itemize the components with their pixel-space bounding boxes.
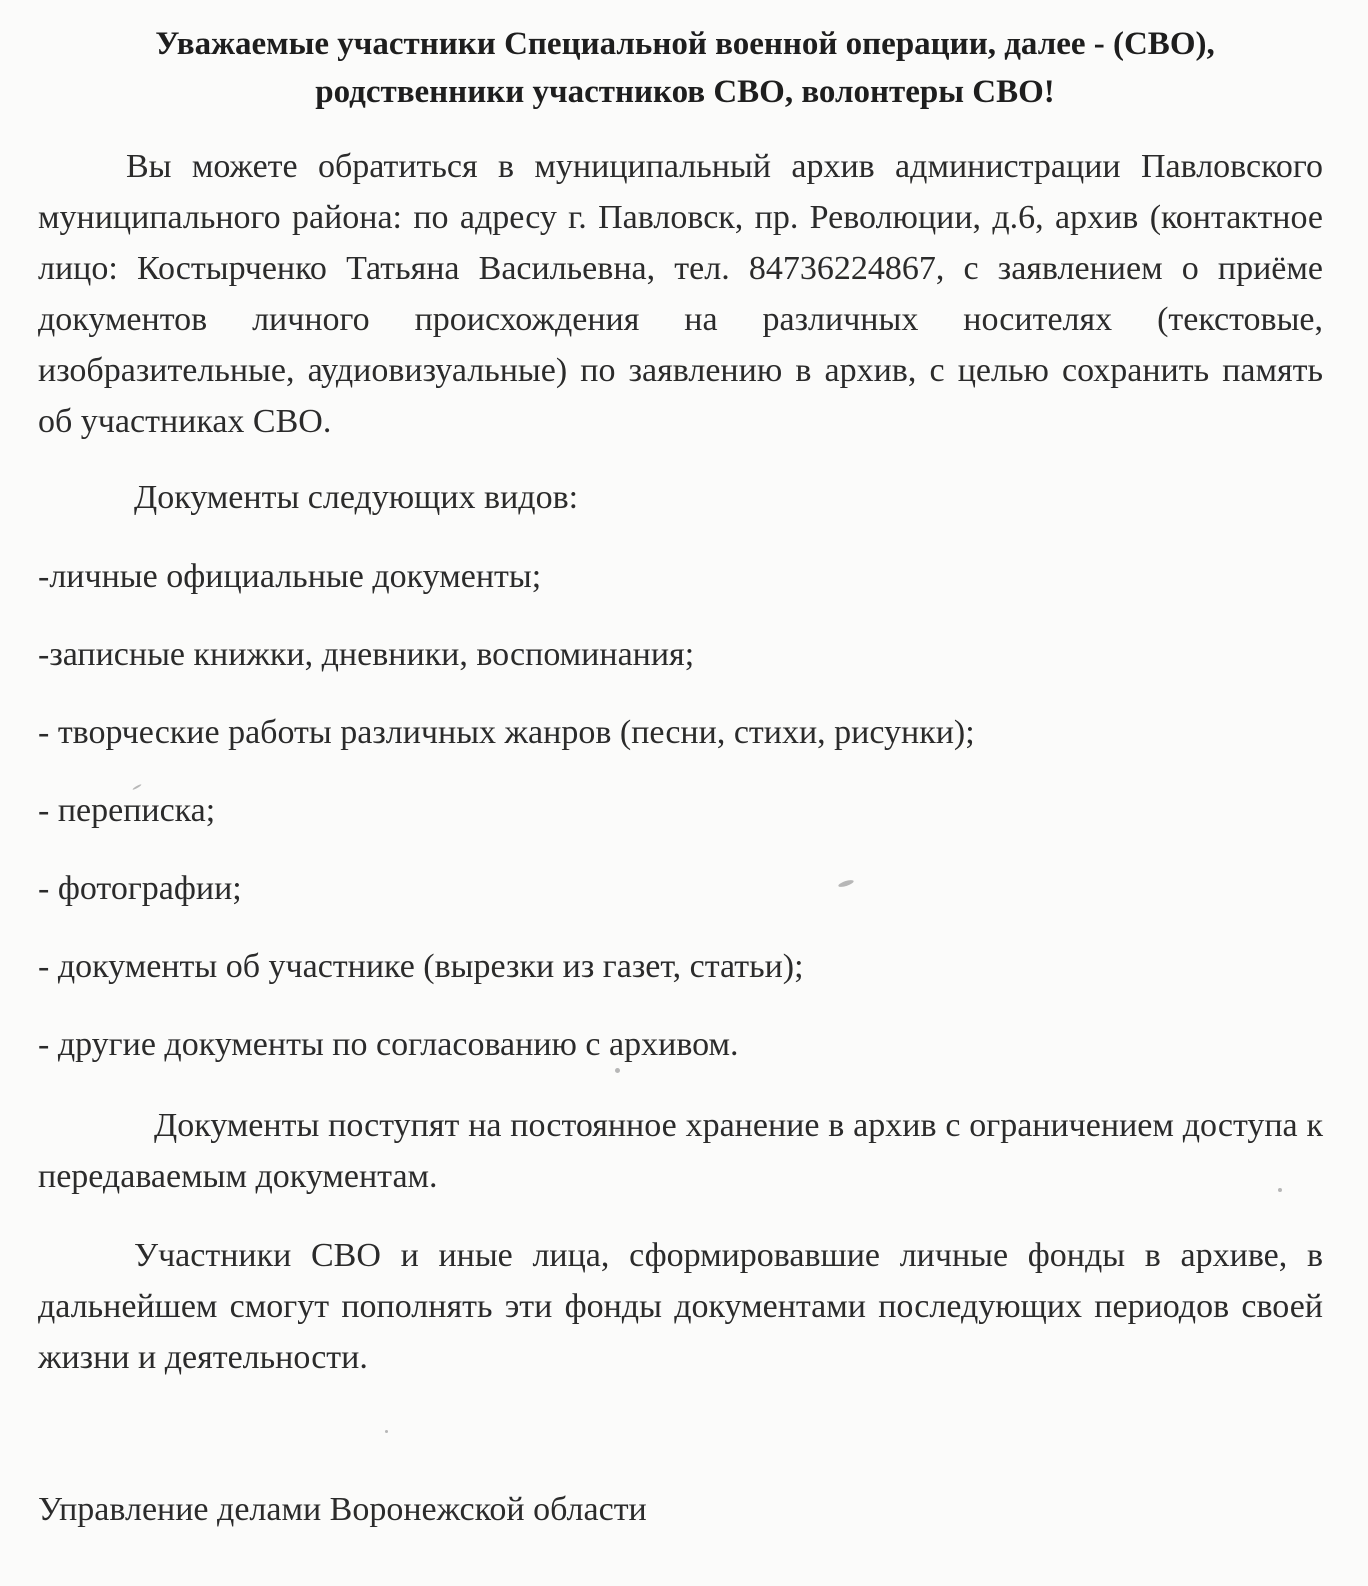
document-types-list: [38, 551, 1323, 1097]
list-item: - переписка;: [38, 792, 216, 829]
scan-speck: [385, 1430, 388, 1433]
heading-line-2: родственники участников СВО, волонтеры СВО!: [315, 74, 1055, 110]
scan-speck: [1278, 1188, 1282, 1192]
scan-speck: [615, 1068, 620, 1073]
paragraph-storage: Документы поступят на постоянное хранение в архив с ограничением доступа к передаваемым документам.: [38, 1107, 1323, 1195]
list-item: - творческие работы различных жанров (песни, стихи, рисунки);: [38, 714, 975, 751]
list-item: - фотографии;: [38, 870, 242, 907]
heading-line-1: Уважаемые участники Специальной военной операции, далее - (СВО),: [155, 26, 1215, 62]
paragraph-personal-funds: Участники СВО и иные лица, сформировавшие личные фонды в архиве, в дальнейшем смогут пополнять эти фонды документами последующих периодов своей жизни и деятельности.: [38, 1237, 1323, 1376]
paragraph-document-types-intro: Документы следующих видов:: [134, 479, 579, 516]
signature-organization: Управление делами Воронежской области: [38, 1491, 647, 1528]
paragraph-contact-info: Вы можете обратиться в муниципальный архив администрации Павловского муниципального района: по адресу г. Павловск, пр. Революции, д.6, архив (контактное лицо: Костырченко Татьяна Васильевна, тел. 84736224867, с заявлением о приёме документов личного происхождения на различных носителях (текстовые, изобразительные, аудиовизуальные) по заявлению в архив, с целью сохранить память об участниках СВО.: [38, 148, 1323, 440]
list-item: -личные официальные документы;: [38, 558, 542, 595]
list-item: -записные книжки, дневники, воспоминания;: [38, 636, 695, 673]
list-item: - документы об участнике (вырезки из газет, статьи);: [38, 948, 804, 985]
address-heading: [40, 20, 1330, 116]
list-item: - другие документы по согласованию с архивом.: [38, 1026, 739, 1063]
